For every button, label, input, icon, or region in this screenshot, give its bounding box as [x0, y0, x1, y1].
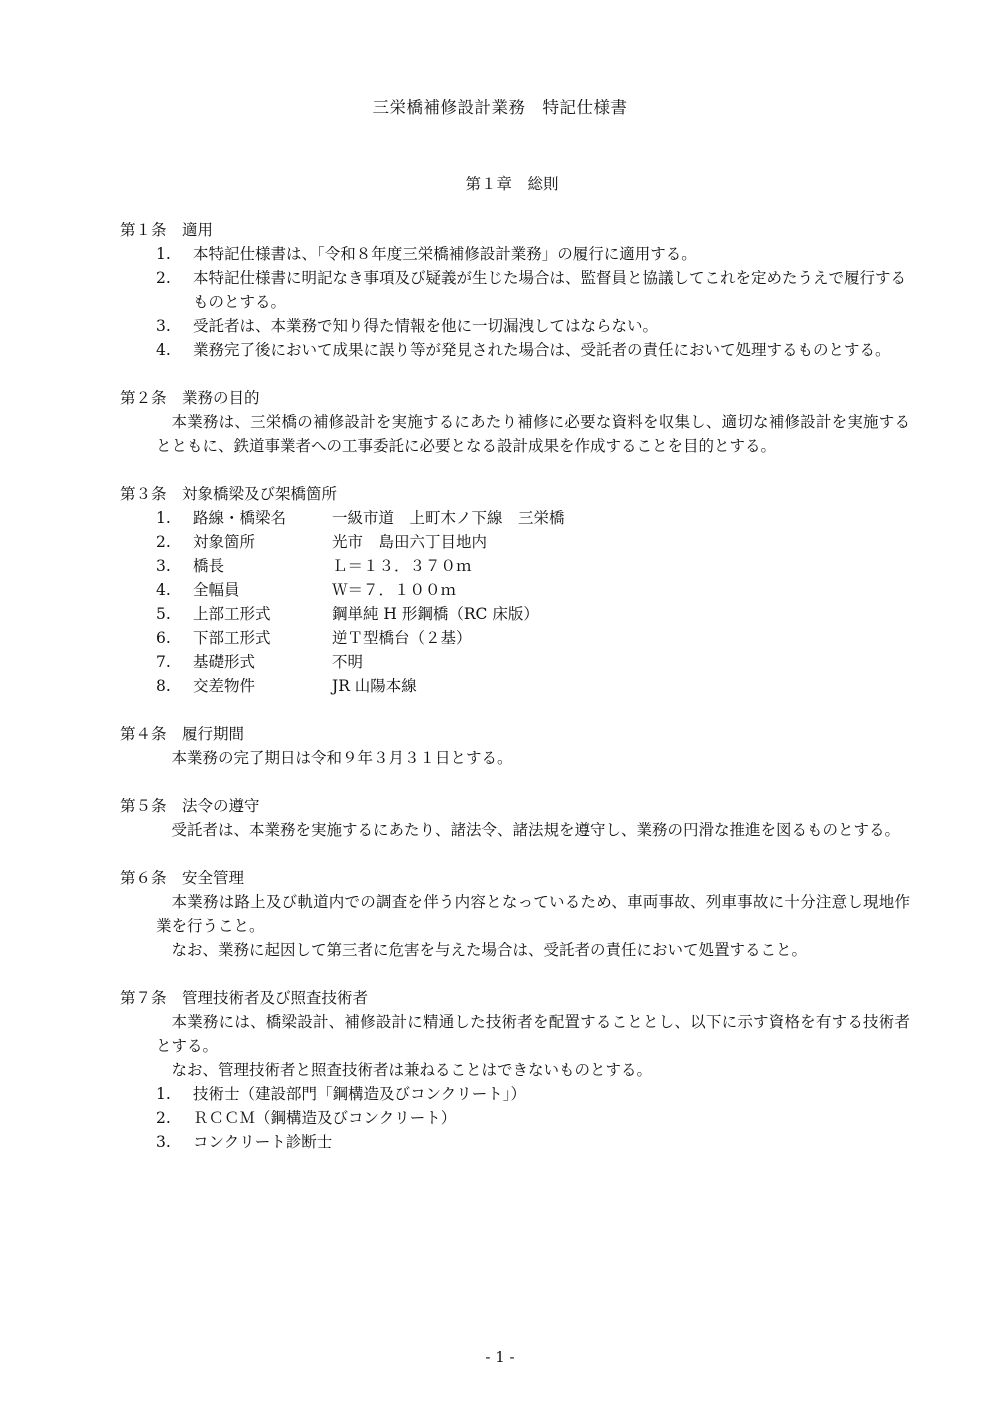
spec-label: 上部工形式 [193, 605, 271, 623]
list-number: 2. [156, 269, 171, 287]
article-3 [120, 482, 910, 698]
article-title: 第３条 対象橋梁及び架橋箇所 [120, 485, 338, 503]
list-number: 5. [156, 605, 171, 623]
list-item [120, 266, 910, 314]
list-text: 業務完了後において成果に誤り等が発見された場合は、受託者の責任において処理するものとする。 [193, 341, 891, 359]
spec-label: 交差物件 [193, 677, 256, 695]
list-text: 技術士（建設部門「鋼構造及びコンクリート」） [193, 1085, 526, 1103]
list-item [120, 314, 910, 338]
spec-row [120, 554, 910, 578]
list-number: 3. [156, 557, 171, 575]
list-text: ＲＣＣＭ（鋼構造及びコンクリート） [193, 1109, 457, 1127]
article-title: 第１条 適用 [120, 221, 214, 239]
list-number: 1. [156, 509, 171, 527]
paragraph: 受託者は、本業務を実施するにあたり、諸法令、諸法規を遵守し、業務の円滑な推進を図るものとする。 [171, 821, 901, 839]
paragraph: 本業務は、三栄橋の補修設計を実施するにあたり補修に必要な資料を収集し、適切な補修設計を実施するとともに、鉄道事業者への工事委託に必要となる設計成果を作成することを目的とする。 [156, 413, 910, 455]
spec-label: 基礎形式 [193, 653, 256, 671]
spec-value: Ｌ＝１３．３７０ｍ [332, 557, 472, 575]
spec-row [120, 674, 910, 698]
list-number: 8. [156, 677, 171, 695]
list-text: 本特記仕様書に明記なき事項及び疑義が生じた場合は、監督員と協議してこれを定めたうえで履行するものとする。 [193, 269, 907, 311]
paragraph: 本業務の完了期日は令和９年３月３１日とする。 [171, 749, 513, 767]
spec-label: 全幅員 [193, 581, 240, 599]
spec-row [120, 602, 910, 626]
article-title: 第４条 履行期間 [120, 725, 245, 743]
document-title: 三栄橋補修設計業務 特記仕様書 [372, 98, 628, 117]
list-item [120, 338, 910, 362]
spec-value: 逆Ｔ型橋台（２基） [332, 629, 472, 647]
spec-row [120, 506, 910, 530]
list-number: 1. [156, 1085, 171, 1103]
list-number: 6. [156, 629, 171, 647]
spec-row [120, 650, 910, 674]
list-number: 3. [156, 1133, 171, 1151]
spec-row [120, 530, 910, 554]
paragraph: なお、業務に起因して第三者に危害を与えた場合は、受託者の責任において処置すること。 [171, 941, 808, 959]
spec-value: 不明 [332, 653, 364, 671]
spec-value: 光市 島田六丁目地内 [332, 533, 488, 551]
spec-label: 路線・橋梁名 [193, 509, 287, 527]
list-item [120, 1082, 910, 1106]
list-item [120, 1130, 910, 1154]
spec-value: 一級市道 上町木ノ下線 三栄橋 [332, 509, 565, 527]
article-title: 第２条 業務の目的 [120, 389, 260, 407]
spec-value: Ｗ＝７．１００ｍ [332, 581, 457, 599]
list-number: 7. [156, 653, 171, 671]
list-number: 3. [156, 317, 171, 335]
paragraph: 本業務には、橋梁設計、補修設計に精通した技術者を配置することとし、以下に示す資格を有する技術者とする。 [156, 1013, 910, 1055]
article-6 [120, 866, 910, 962]
spec-value: JR 山陽本線 [332, 677, 417, 695]
page-number: - 1 - [485, 1348, 515, 1366]
spec-label: 下部工形式 [193, 629, 271, 647]
article-7 [120, 986, 910, 1154]
article-4 [120, 722, 910, 770]
list-text: コンクリート診断士 [193, 1133, 333, 1151]
spec-value: 鋼単純 H 形鋼橋（RC 床版） [332, 605, 539, 623]
spec-label: 橋長 [193, 557, 225, 575]
paragraph: 本業務は路上及び軌道内での調査を伴う内容となっているため、車両事故、列車事故に十分注意し現地作業を行うこと。 [156, 893, 910, 935]
spec-row [120, 626, 910, 650]
article-5 [120, 794, 910, 842]
list-number: 4. [156, 341, 171, 359]
article-1 [120, 218, 910, 362]
list-text: 受託者は、本業務で知り得た情報を他に一切漏洩してはならない。 [193, 317, 659, 335]
article-title: 第７条 管理技術者及び照査技術者 [120, 989, 369, 1007]
list-item [120, 242, 910, 266]
document-body [120, 218, 910, 1178]
spec-row [120, 578, 910, 602]
article-title: 第５条 法令の遵守 [120, 797, 260, 815]
article-2 [120, 386, 910, 458]
list-number: 1. [156, 245, 171, 263]
paragraph: なお、管理技術者と照査技術者は兼ねることはできないものとする。 [171, 1061, 653, 1079]
list-number: 2. [156, 1109, 171, 1127]
list-item [120, 1106, 910, 1130]
chapter-heading: 第１章 総則 [465, 175, 559, 193]
spec-label: 対象箇所 [193, 533, 256, 551]
list-number: 2. [156, 533, 171, 551]
list-text: 本特記仕様書は、「令和８年度三栄橋補修設計業務」の履行に適用する。 [193, 245, 697, 263]
list-number: 4. [156, 581, 171, 599]
article-title: 第６条 安全管理 [120, 869, 245, 887]
